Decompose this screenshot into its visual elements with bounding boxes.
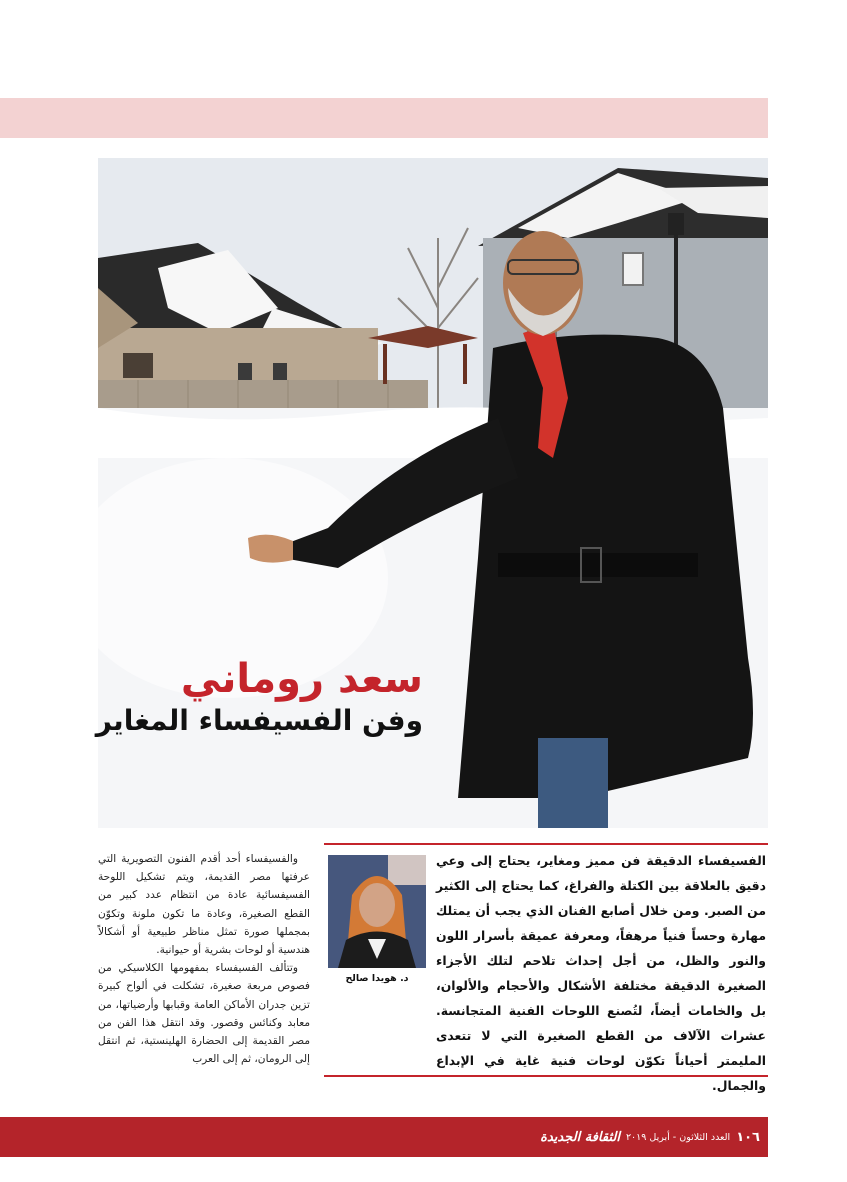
page-number: ١٠٦	[736, 1129, 760, 1145]
footer	[520, 1117, 760, 1157]
body-paragraph: والفسيفساء أحد أقدم الفنون التصويرية التي عرفتها مصر القديمة، ويتم تشكيل اللوحة الفسيفسائية عادة من انتظام عدد كبير من القطع الصغيرة، وعادة ما تكون ملونة وتكوّن بمجملها صورة تمثل مناظر طبيعية أو أشكالاً هندسية أو لوحات بشرية أو حيوانية.	[98, 853, 310, 957]
author-photo	[328, 855, 426, 968]
article-title: سعد روماني	[180, 656, 423, 702]
top-decorative-band	[0, 98, 768, 138]
body-paragraph: وتتألف الفسيفساء بمفهومها الكلاسيكي من فصوص مربعة صغيرة، تشكلت في ألواح كبيرة تزين جدران الأماكن العامة وقبابها وأرضياتها، من معابد وكنائس وقصور. وقد انتقل هذا الفن من مصر القديمة إلى الحضارة الهلينستية، ثم انتقل إلى الرومان، ثم إلى العرب	[98, 962, 310, 1066]
article-subtitle: وفن الفسيفساء المغاير	[95, 704, 423, 737]
magazine-logo: الثقافة الجديدة	[540, 1129, 620, 1145]
intro-text: الفسيفساء الدقيقة فن مميز ومغاير، يحتاج إلى وعي دقيق بالعلاقة بين الكتلة والفراغ، كما يحتاج إلى الكثير من الصبر. ومن خلال أصابع الفنان الذي يجب أن يمتلك مهارة وحساً فنياً مرهفاً، ومعرفة عميقة بأسرار اللون والنور والظل، من أجل إحداث تلاحم لتلك الأجزاء الصغيرة الدقيقة مختلفة الأشكال والأحجام والألوان، بل والخامات أيضاً، لتُصنع اللوحات الفنية المتجانسة. عشرات الآلاف من القطع الصغيرة التي لا تتعدى المليمتر أحياناً تكوّن لوحات فنية غاية في الإبداع والجمال.	[436, 853, 766, 1093]
author-caption: د. هويدا صالح	[328, 968, 426, 990]
body-column	[98, 850, 310, 1068]
issue-info: العدد الثلاثون - أبريل ٢٠١٩	[625, 1131, 731, 1143]
